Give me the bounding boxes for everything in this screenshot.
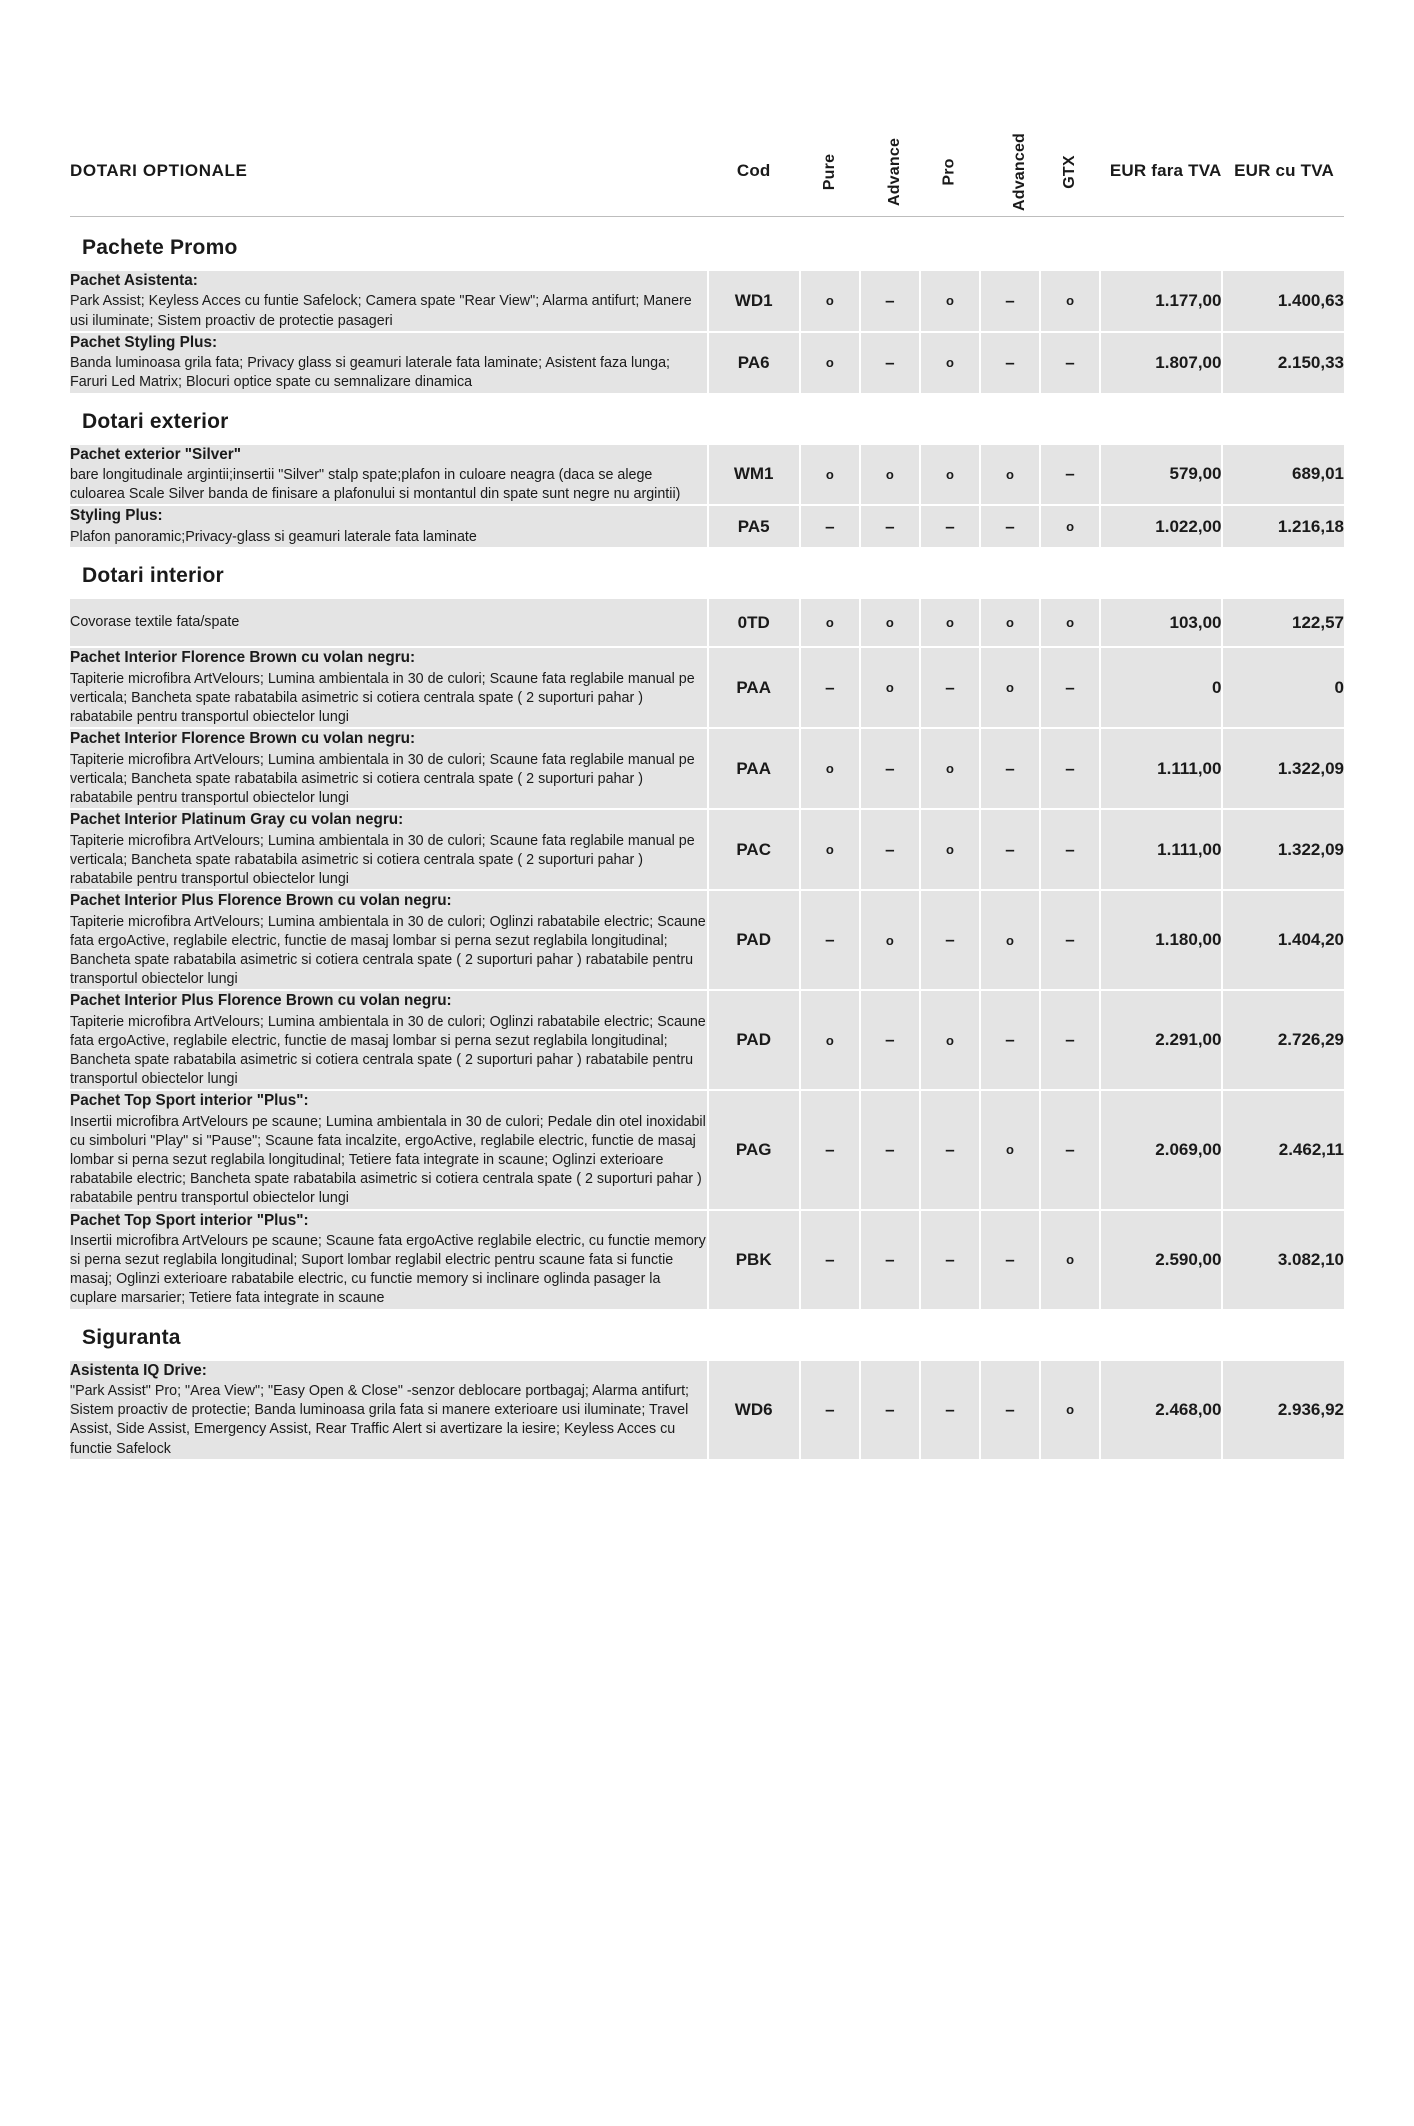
row-availability-gtx [1041,506,1099,547]
column-header-trim-pro [921,128,979,214]
unavailable-marker-icon: – [885,352,895,372]
column-header-trim-advance [861,128,919,214]
column-header-description: DOTARI OPTIONALE [70,128,707,214]
available-marker-icon: o [945,466,954,482]
unavailable-marker-icon: – [1065,758,1075,778]
available-marker-icon: o [1066,519,1075,535]
unavailable-marker-icon: – [885,516,895,536]
row-availability-pure [801,1211,859,1309]
available-marker-icon: o [825,1032,834,1048]
unavailable-marker-icon: – [1005,290,1015,310]
row-description [70,333,707,393]
row-availability-pro [921,891,979,989]
row-availability-advanced [981,333,1039,393]
row-code: PAA [709,729,799,808]
row-availability-advanced [981,1211,1039,1309]
column-header-trim-pure [801,128,859,214]
row-description-title: Pachet Interior Florence Brown cu volan negru: [70,649,416,667]
unavailable-marker-icon: – [885,1249,895,1269]
row-price-incl-vat: 1.404,20 [1223,891,1344,989]
row-description [70,1211,707,1309]
row-availability-pure [801,333,859,393]
available-marker-icon: o [885,680,894,696]
row-price-incl-vat: 1.400,63 [1223,271,1344,331]
row-availability-pro [921,991,979,1089]
row-availability-advanced [981,729,1039,808]
table-header [70,128,1344,219]
row-price-incl-vat: 122,57 [1223,599,1344,646]
unavailable-marker-icon: – [885,1139,895,1159]
row-description-body: Tapiterie microfibra ArtVelours; Lumina ambientala in 30 de culori; Scaune fata reglabile manual pe verticala; Bancheta spate rabatabila asimetric si cotiera centrala spate ( 2 suporturi pahar ) rabatabile pentru transportul obiectelor lungi [70,751,695,806]
unavailable-marker-icon: – [1005,758,1015,778]
row-availability-gtx [1041,271,1099,331]
row-availability-advance [861,991,919,1089]
unavailable-marker-icon: – [1065,352,1075,372]
row-price-excl-vat: 2.468,00 [1101,1361,1221,1459]
section-heading-row [70,549,1344,597]
row-availability-gtx [1041,333,1099,393]
row-description [70,991,707,1089]
available-marker-icon: o [1066,293,1075,309]
row-description-title: Styling Plus: [70,507,163,525]
row-availability-advanced [981,810,1039,889]
row-availability-pro [921,1091,979,1208]
section-heading-row [70,1311,1344,1359]
row-code: 0TD [709,599,799,646]
row-price-excl-vat: 1.111,00 [1101,810,1221,889]
row-availability-pure [801,891,859,989]
row-price-incl-vat: 3.082,10 [1223,1211,1344,1309]
unavailable-marker-icon: – [885,1399,895,1419]
table-row [70,991,1344,1089]
row-code: PA5 [709,506,799,547]
unavailable-marker-icon: – [825,516,835,536]
section-heading-row [70,395,1344,443]
unavailable-marker-icon: – [825,677,835,697]
column-header-trim-gtx [1041,128,1099,214]
row-description [70,891,707,989]
row-price-incl-vat: 1.322,09 [1223,729,1344,808]
section-heading-row [70,221,1344,269]
row-description [70,599,707,646]
available-marker-icon: o [885,466,894,482]
row-description [70,1091,707,1208]
section-heading: Siguranta [70,1311,1344,1359]
row-availability-gtx [1041,1091,1099,1208]
row-code: PBK [709,1211,799,1309]
unavailable-marker-icon: – [1005,1249,1015,1269]
row-description [70,810,707,889]
row-description-body: Covorase textile fata/spate [70,614,240,631]
row-availability-pro [921,1211,979,1309]
row-price-excl-vat: 103,00 [1101,599,1221,646]
row-price-excl-vat: 2.590,00 [1101,1211,1221,1309]
row-code: PAG [709,1091,799,1208]
unavailable-marker-icon: – [1005,516,1015,536]
unavailable-marker-icon: – [1005,1030,1015,1050]
table-body [70,221,1344,1459]
row-description-body: Plafon panoramic;Privacy-glass si geamuri laterale fata laminate [70,528,477,545]
column-header-trim-gtx-label: GTX [1061,154,1079,189]
table-row [70,648,1344,727]
row-price-incl-vat: 2.726,29 [1223,991,1344,1089]
row-availability-pro [921,599,979,646]
table-row [70,445,1344,505]
row-description-title: Pachet Interior Florence Brown cu volan negru: [70,730,416,748]
unavailable-marker-icon: – [1005,839,1015,859]
unavailable-marker-icon: – [1065,677,1075,697]
row-availability-pure [801,271,859,331]
section-heading: Dotari exterior [70,395,1344,443]
unavailable-marker-icon: – [825,1139,835,1159]
unavailable-marker-icon: – [825,1399,835,1419]
row-code: PAC [709,810,799,889]
unavailable-marker-icon: – [1005,352,1015,372]
row-price-excl-vat: 579,00 [1101,445,1221,505]
row-description-title: Pachet Interior Plus Florence Brown cu volan negru: [70,892,452,910]
row-price-excl-vat: 1.022,00 [1101,506,1221,547]
row-availability-pure [801,648,859,727]
row-availability-pro [921,729,979,808]
row-availability-advance [861,445,919,505]
table-row [70,1361,1344,1459]
row-availability-advance [861,1361,919,1459]
available-marker-icon: o [945,293,954,309]
row-availability-pro [921,506,979,547]
unavailable-marker-icon: – [1065,839,1075,859]
row-availability-pure [801,991,859,1089]
row-description-body: Insertii microfibra ArtVelours pe scaune; Lumina ambientala in 30 de culori; Pedale din otel inoxidabil cu simboluri "Play" si "Pause"; Scaune fata incalzite, ergoActive, reglabile electric, functie de masaj lombar si perna sezut reglabila longitudinal; Tetiere fata integrate in scaune; Oglinzi exterioare rabatabile electric; Bancheta spate rabatabila asimetric si cotiera centrala spate ( 2 suporturi pahar ) rabatabile pentru transportul obiectelor lungi [70,1113,706,1207]
row-availability-pro [921,333,979,393]
row-availability-gtx [1041,1211,1099,1309]
row-price-excl-vat: 1.111,00 [1101,729,1221,808]
row-availability-advanced [981,891,1039,989]
row-availability-advance [861,810,919,889]
row-price-excl-vat: 2.069,00 [1101,1091,1221,1208]
row-availability-gtx [1041,991,1099,1089]
row-price-excl-vat: 1.180,00 [1101,891,1221,989]
row-code: PAD [709,891,799,989]
unavailable-marker-icon: – [945,1139,955,1159]
row-description-title: Pachet Top Sport interior "Plus": [70,1211,309,1229]
row-description-body: Insertii microfibra ArtVelours pe scaune; Scaune fata ergoActive reglabile electric, cu functie memory si perna sezut reglabila longitudinal; Suport lombar reglabil electric pentru scaune fata si functie masaj; Oglinzi exterioare rabatabile electric, cu functie memory si inclinare oglinda pasager la cuplare marsarier; Tetiere fata integrate in scaune [70,1233,706,1307]
unavailable-marker-icon: – [885,290,895,310]
row-availability-advanced [981,271,1039,331]
row-description-title: Pachet Interior Plus Florence Brown cu volan negru: [70,992,452,1010]
table-row [70,599,1344,646]
column-header-trim-advanced-label: Advanced [1011,132,1029,211]
row-price-excl-vat: 0 [1101,648,1221,727]
available-marker-icon: o [945,761,954,777]
row-availability-pro [921,1361,979,1459]
row-price-excl-vat: 1.177,00 [1101,271,1221,331]
unavailable-marker-icon: – [945,516,955,536]
column-header-trim-advance-label: Advance [885,137,903,206]
available-marker-icon: o [945,355,954,371]
section-heading: Pachete Promo [70,221,1344,269]
row-description-title: Pachet exterior "Silver" [70,445,241,463]
row-description-title: Pachet Interior Platinum Gray cu volan negru: [70,811,404,829]
available-marker-icon: o [825,293,834,309]
row-availability-advance [861,333,919,393]
available-marker-icon: o [1006,466,1014,482]
column-header-trim-pro-label: Pro [940,157,958,186]
row-availability-advanced [981,599,1039,646]
row-price-incl-vat: 2.462,11 [1223,1091,1344,1208]
row-availability-advance [861,648,919,727]
row-availability-advanced [981,991,1039,1089]
row-availability-advance [861,599,919,646]
available-marker-icon: o [825,761,834,777]
row-description-title: Pachet Styling Plus: [70,333,218,351]
row-price-incl-vat: 0 [1223,648,1344,727]
row-code: PAA [709,648,799,727]
unavailable-marker-icon: – [945,677,955,697]
row-description-body: Tapiterie microfibra ArtVelours; Lumina ambientala in 30 de culori; Scaune fata reglabile manual pe verticala; Bancheta spate rabatabila asimetric si cotiera centrala spate ( 2 suporturi pahar ) rabatabile pentru transportul obiectelor lungi [70,832,695,887]
row-availability-advance [861,729,919,808]
available-marker-icon: o [825,355,834,371]
row-price-incl-vat: 689,01 [1223,445,1344,505]
row-availability-gtx [1041,599,1099,646]
row-availability-gtx [1041,810,1099,889]
table-row [70,1091,1344,1208]
document-page [0,126,1414,2126]
row-availability-gtx [1041,648,1099,727]
unavailable-marker-icon: – [945,1249,955,1269]
row-price-incl-vat: 1.216,18 [1223,506,1344,547]
row-code: PA6 [709,333,799,393]
unavailable-marker-icon: – [1065,1139,1075,1159]
column-header-cod: Cod [709,128,799,214]
unavailable-marker-icon: – [1065,1030,1075,1050]
unavailable-marker-icon: – [825,930,835,950]
unavailable-marker-icon: – [885,758,895,778]
row-availability-gtx [1041,891,1099,989]
row-price-incl-vat: 1.322,09 [1223,810,1344,889]
row-price-excl-vat: 1.807,00 [1101,333,1221,393]
available-marker-icon: o [825,842,834,858]
row-description-body: Tapiterie microfibra ArtVelours; Lumina ambientala in 30 de culori; Oglinzi rabatabile electric; Scaune fata ergoActive, reglabile electric, functie de masaj lombar si perna sezut reglabila longitudinal; Bancheta spate rabatabila asimetric si cotiera centrala spate ( 2 suporturi pahar ) rabatabile pentru transportul obiectelor lungi [70,1013,706,1088]
header-divider [70,216,1344,219]
row-price-incl-vat: 2.936,92 [1223,1361,1344,1459]
row-availability-advance [861,1211,919,1309]
available-marker-icon: o [1006,932,1014,948]
row-availability-gtx [1041,445,1099,505]
unavailable-marker-icon: – [1065,930,1075,950]
available-marker-icon: o [1066,1402,1075,1418]
row-price-excl-vat: 2.291,00 [1101,991,1221,1089]
available-marker-icon: o [1006,680,1014,696]
row-availability-advance [861,1091,919,1208]
row-availability-pro [921,445,979,505]
column-header-trim-advanced [981,128,1039,214]
row-code: WD1 [709,271,799,331]
table-row [70,271,1344,331]
row-description-body: Banda luminoasa grila fata; Privacy glass si geamuri laterale fata laminate; Asistent faza lunga; Faruri Led Matrix; Blocuri optice spate cu semnalizare dinamica [70,355,670,391]
row-availability-pro [921,810,979,889]
row-description-body: bare longitudinale argintii;insertii "Silver" stalp spate;plafon in culoare neagra (daca se alege culoarea Scale Silver banda de finisare a plafonului si montantul din spate sunt negre nu argintii) [70,467,681,503]
row-availability-gtx [1041,729,1099,808]
row-description [70,1361,707,1459]
row-description-title: Pachet Top Sport interior "Plus": [70,1092,309,1110]
unavailable-marker-icon: – [885,839,895,859]
row-description-title: Pachet Asistenta: [70,272,198,289]
row-description-body: Tapiterie microfibra ArtVelours; Lumina ambientala in 30 de culori; Oglinzi rabatabile electric; Scaune fata ergoActive, reglabile electric, functie de masaj lombar si perna sezut reglabila longitudinal; Bancheta spate rabatabila asimetric si cotiera centrala spate ( 2 suporturi pahar ) rabatabile pentru transportul obiectelor lungi [70,913,706,987]
column-header-price-incl-vat: EUR cu TVA [1223,128,1344,214]
row-description [70,506,707,547]
row-code: WD6 [709,1361,799,1459]
available-marker-icon: o [825,466,834,482]
row-description-title: Asistenta IQ Drive: [70,1361,207,1379]
row-availability-advanced [981,445,1039,505]
row-description [70,271,707,331]
available-marker-icon: o [1006,1142,1014,1158]
row-availability-pure [801,1091,859,1208]
row-description-body: Tapiterie microfibra ArtVelours; Lumina ambientala in 30 de culori; Scaune fata reglabile manual pe verticala; Bancheta spate rabatabila asimetric si cotiera centrala spate ( 2 suporturi pahar ) rabatabile pentru transportul obiectelor lungi [70,670,695,725]
available-marker-icon: o [945,615,954,631]
row-availability-advance [861,271,919,331]
row-availability-gtx [1041,1361,1099,1459]
row-code: WM1 [709,445,799,505]
row-description [70,648,707,727]
available-marker-icon: o [1066,615,1075,631]
table-row [70,1211,1344,1309]
row-availability-pure [801,729,859,808]
available-marker-icon: o [885,932,894,948]
row-availability-advanced [981,648,1039,727]
row-availability-advanced [981,1361,1039,1459]
optional-equipment-table [68,126,1346,1461]
row-availability-pure [801,599,859,646]
row-availability-advanced [981,506,1039,547]
available-marker-icon: o [1066,1252,1075,1268]
row-availability-pro [921,648,979,727]
unavailable-marker-icon: – [945,1399,955,1419]
row-code: PAD [709,991,799,1089]
row-availability-pure [801,445,859,505]
row-availability-pure [801,506,859,547]
row-description [70,729,707,808]
row-description-body: Park Assist; Keyless Acces cu funtie Safelock; Camera spate "Rear View"; Alarma antifurt; Manere usi iluminate; Sistem proactiv de protectie pasageri [70,293,692,329]
row-availability-advance [861,891,919,989]
row-availability-pure [801,1361,859,1459]
available-marker-icon: o [1006,615,1014,631]
unavailable-marker-icon: – [1005,1399,1015,1419]
section-heading: Dotari interior [70,549,1344,597]
available-marker-icon: o [945,842,954,858]
row-price-incl-vat: 2.150,33 [1223,333,1344,393]
column-header-price-excl-vat: EUR fara TVA [1101,128,1221,214]
unavailable-marker-icon: – [885,1030,895,1050]
available-marker-icon: o [885,615,894,631]
table-row [70,810,1344,889]
available-marker-icon: o [945,1032,954,1048]
row-availability-advance [861,506,919,547]
table-row [70,333,1344,393]
row-availability-pro [921,271,979,331]
row-description-body: "Park Assist" Pro; "Area View"; "Easy Open & Close" -senzor deblocare portbagaj; Alarma antifurt; Sistem proactiv de protectie; Banda luminoasa grila fata si manere exterioare usi iluminate; Travel Assist, Side Assist, Emergency Assist, Rear Traffic Alert si avertizare la iesire; Keyless Acces cu functie Safelock [70,1383,690,1457]
unavailable-marker-icon: – [945,930,955,950]
unavailable-marker-icon: – [1065,464,1075,484]
unavailable-marker-icon: – [825,1249,835,1269]
table-row [70,506,1344,547]
table-row [70,729,1344,808]
row-availability-advanced [981,1091,1039,1208]
column-header-trim-pure-label: Pure [820,153,838,190]
row-description [70,445,707,505]
row-availability-pure [801,810,859,889]
table-row [70,891,1344,989]
available-marker-icon: o [825,615,834,631]
